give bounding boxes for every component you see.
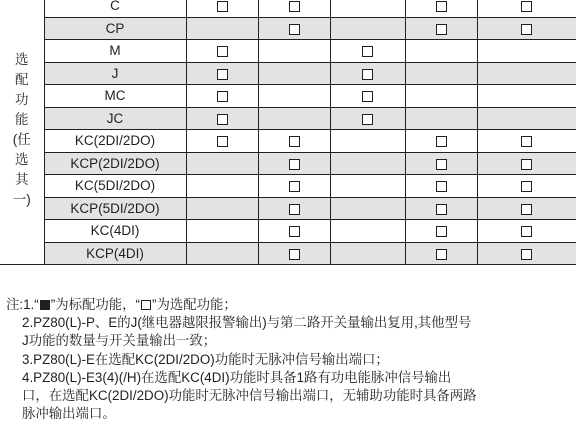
model-cell: J [44,62,186,85]
option-cell [405,62,477,85]
option-cell [405,17,477,40]
option-cell [477,220,576,243]
note-1 [6,296,572,314]
model-cell: CP [44,17,186,40]
note-1-suffix: ”为选配功能； [152,297,237,312]
optional-square-icon [217,1,228,12]
option-cell [186,175,258,198]
table-row [0,17,576,40]
option-cell [477,130,576,153]
note-2b: J功能的数量与开关量输出一致； [22,333,217,349]
option-cell [258,175,330,198]
option-cell [405,0,477,17]
option-cell [405,220,477,243]
model-cell: JC [44,107,186,130]
optional-square-icon [436,249,447,260]
option-cell [405,242,477,265]
optional-square-icon [289,226,300,237]
option-cell [477,107,576,130]
model-cell: KCP(4DI) [44,242,186,265]
option-cell [258,0,330,17]
optional-square-icon [362,46,373,57]
option-cell [405,130,477,153]
option-cell [330,62,405,85]
option-cell [258,62,330,85]
option-cell [330,0,405,17]
option-cell [330,175,405,198]
option-cell [258,17,330,40]
table-row [0,0,576,17]
optional-square-icon [436,136,447,147]
optional-square-icon [141,300,151,310]
option-cell [477,40,576,63]
option-cell [405,40,477,63]
option-cell [405,85,477,108]
option-cell [186,130,258,153]
optional-square-icon [289,181,300,192]
option-cell [330,85,405,108]
note-3: 3.PZ80(L)-E在选配KC(2DI/2DO)功能时无脉冲信号输出端口； [22,351,389,367]
note-4b: 口，在选配KC(2DI/2DO)功能时无脉冲信号输出端口，无辅助功能时具备两路 [22,388,477,404]
option-cell [186,85,258,108]
option-cell [258,197,330,220]
optional-square-icon [436,204,447,215]
option-cell [186,0,258,17]
optional-square-icon [289,249,300,260]
option-cell [258,40,330,63]
option-cell [477,62,576,85]
optional-square-icon [217,69,228,80]
standard-square-icon [40,300,50,310]
model-cell: MC [44,85,186,108]
option-cell [186,220,258,243]
optional-square-icon [289,1,300,12]
model-cell: KCP(2DI/2DO) [44,152,186,175]
optional-square-icon [521,226,532,237]
optional-square-icon [521,249,532,260]
table-row [0,62,576,85]
optional-square-icon [362,91,373,102]
note-4c: 脉冲输出端口。 [22,406,116,422]
option-cell [186,62,258,85]
table-row [0,242,576,265]
option-cell [258,220,330,243]
table-row [0,85,576,108]
table-row [0,197,576,220]
optional-square-icon [436,1,447,12]
option-cell [186,152,258,175]
option-cell [477,17,576,40]
model-cell: KC(4DI) [44,220,186,243]
option-cell [405,107,477,130]
model-cell: C [44,0,186,17]
optional-square-icon [521,24,532,35]
optional-square-icon [436,24,447,35]
option-cell [477,197,576,220]
optional-square-icon [289,136,300,147]
optional-square-icon [217,114,228,125]
option-cell [330,17,405,40]
optional-square-icon [217,136,228,147]
option-cell [258,152,330,175]
option-cell [477,175,576,198]
option-cell [477,242,576,265]
option-cell [330,220,405,243]
option-cell [330,130,405,153]
table-row [0,130,576,153]
option-cell [186,197,258,220]
optional-square-icon [362,114,373,125]
option-cell [330,242,405,265]
model-cell: KC(5DI/2DO) [44,175,186,198]
note-1-middle: ”为标配功能，“ [50,297,141,312]
note-1-prefix: 注:1.“ [6,297,39,312]
option-cell [405,197,477,220]
option-cell [258,242,330,265]
optional-square-icon [436,159,447,170]
option-cell [405,152,477,175]
optional-square-icon [362,69,373,80]
optional-square-icon [217,91,228,102]
table-row [0,175,576,198]
table-row [0,152,576,175]
option-cell [330,197,405,220]
option-cell [477,0,576,17]
model-cell: KCP(5DI/2DO) [44,197,186,220]
optional-square-icon [289,204,300,215]
notes [6,296,572,423]
option-cell [405,175,477,198]
table-row [0,40,576,63]
option-cell [258,85,330,108]
optional-square-icon [521,159,532,170]
option-cell [186,107,258,130]
optional-square-icon [289,24,300,35]
option-cell [330,40,405,63]
option-cell [258,107,330,130]
option-cell [186,242,258,265]
model-cell: KC(2DI/2DO) [44,130,186,153]
optional-square-icon [521,1,532,12]
option-cell [186,17,258,40]
option-cell [186,40,258,63]
note-4a: 4.PZ80(L)-E3(4)(/H)在选配KC(4DI)功能时具备1路有功电能脉冲信号输出 [22,369,452,385]
option-cell [477,85,576,108]
option-cell [330,152,405,175]
option-cell [330,107,405,130]
optional-square-icon [521,136,532,147]
optional-square-icon [289,159,300,170]
note-2a: 2.PZ80(L)-P、E的J(继电器越限报警输出)与第二路开关量输出复用,其他型号 [22,315,472,331]
optional-square-icon [521,181,532,192]
optional-square-icon [521,204,532,215]
table-row [0,220,576,243]
optional-group-label: 选 配 功 能 (任 选 其 一) [0,0,44,265]
optional-square-icon [217,46,228,57]
optional-square-icon [436,181,447,192]
option-cell [477,152,576,175]
option-cell [258,130,330,153]
model-cell: M [44,40,186,63]
optional-square-icon [436,226,447,237]
table-row [0,107,576,130]
